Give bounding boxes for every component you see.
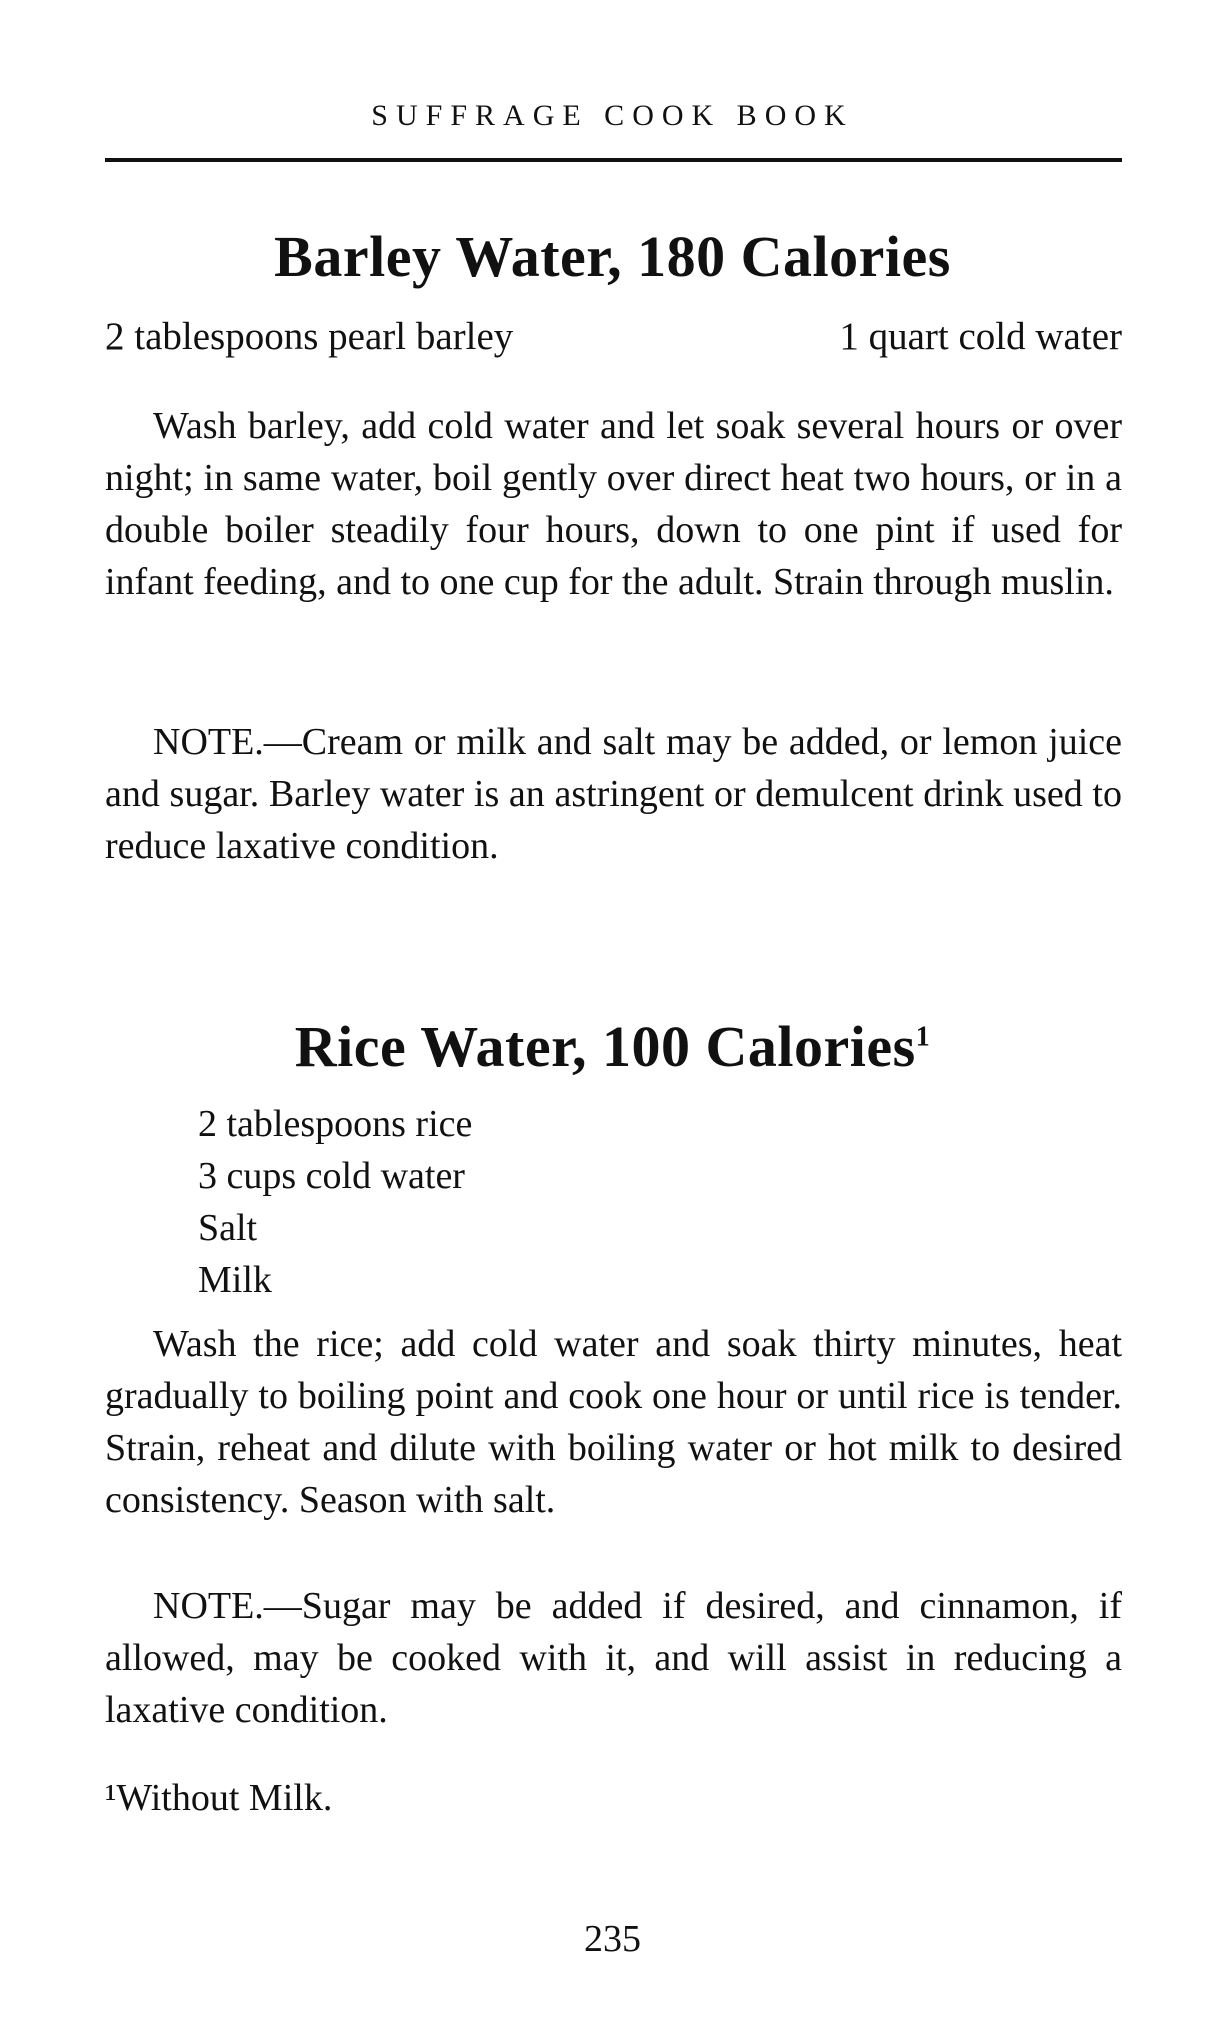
ingredient-item: 2 tablespoons pearl barley bbox=[105, 315, 514, 358]
ingredient-item: Milk bbox=[198, 1259, 272, 1301]
ingredient-item: 1 quart cold water bbox=[839, 315, 1122, 358]
ingredient-item: Salt bbox=[198, 1207, 258, 1249]
footnote-mark: 1 bbox=[915, 1021, 931, 1053]
recipe-title-barley-water: Barley Water, 180 Calories bbox=[274, 224, 951, 289]
barley-directions: Wash barley, add cold water and let soak several hours or over night; in same water, boil gently over direct heat two hours, or in a double boiler steadily four hours, down to one pint if used for infant feeding, and to one cup for the adult. Strain through muslin. bbox=[105, 405, 1122, 603]
ingredient-item: 3 cups cold water bbox=[198, 1155, 465, 1197]
header-rule bbox=[105, 158, 1122, 162]
page-number: 235 bbox=[584, 1918, 641, 1960]
rice-note: NOTE.—Sugar may be added if desired, and cinnamon, if allowed, may be cooked with it, and will assist in reducing a laxative condition. bbox=[105, 1585, 1122, 1731]
rice-directions: Wash the rice; add cold water and soak thirty minutes, heat gradually to boiling point and cook one hour or until rice is tender. Strain, reheat and dilute with boiling water or hot milk to desired consistency. Season with salt. bbox=[105, 1323, 1122, 1521]
rice-ingredients-list bbox=[198, 1098, 898, 1306]
barley-note: NOTE.—Cream or milk and salt may be added, or lemon juice and sugar. Barley water is an astringent or demulcent drink used to reduce laxative condition. bbox=[105, 721, 1122, 867]
rice-title-text: Rice Water, 100 Calories bbox=[294, 1014, 916, 1079]
recipe-title-rice-water bbox=[105, 1012, 1120, 1082]
footnote: ¹Without Milk. bbox=[105, 1777, 333, 1819]
ingredient-item: 2 tablespoons rice bbox=[198, 1103, 473, 1145]
running-head: SUFFRAGE COOK BOOK bbox=[371, 99, 854, 132]
